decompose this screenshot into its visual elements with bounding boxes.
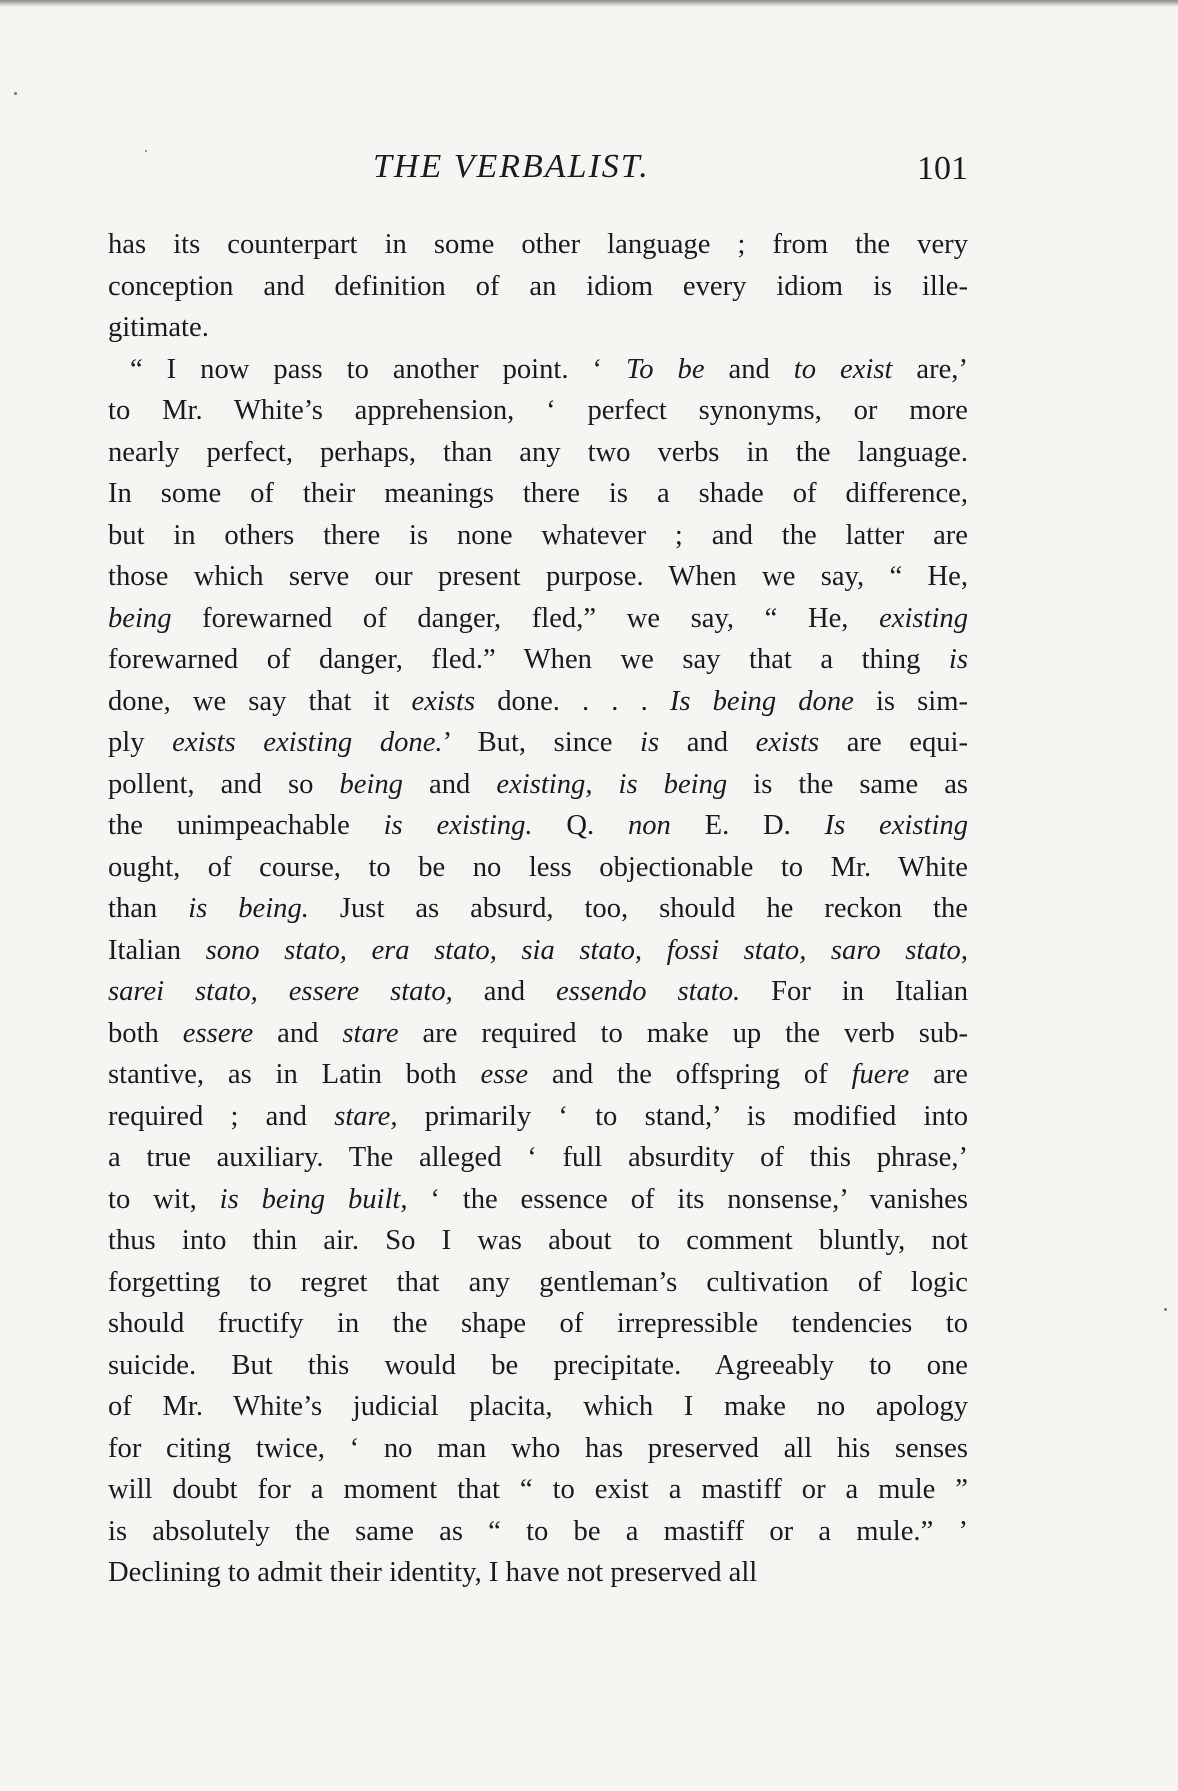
text-line	[108, 1345, 968, 1387]
text-line	[108, 1096, 968, 1138]
text-line	[108, 639, 968, 681]
text-line	[108, 1013, 968, 1055]
text-segment: both	[108, 1017, 183, 1049]
text-segment: done, we say that it	[108, 685, 412, 717]
text-segment: to wit,	[108, 1183, 220, 1215]
text-segment: will doubt for a moment that “ to exist a mastiff or a mule ”	[108, 1474, 968, 1505]
text-segment: a true auxiliary. The alleged ‘ full absurdity of this phrase,’	[108, 1142, 968, 1173]
text-line	[108, 515, 968, 557]
text-segment: done. . . .	[475, 685, 670, 717]
italic-text: sono stato, era stato, sia stato, fossi stato, saro stato,	[205, 934, 968, 966]
margin-speck	[14, 92, 17, 95]
text-segment: is the same as	[727, 768, 969, 800]
text-line	[108, 473, 968, 515]
text-segment: E. D.	[670, 810, 825, 841]
italic-text: essendo stato.	[555, 976, 741, 1007]
italic-text: fuere	[851, 1059, 910, 1090]
text-segment: those which serve our present purpose. When we say, “ He,	[108, 561, 968, 592]
text-segment: ’ But, since	[442, 727, 641, 758]
text-segment: and	[659, 727, 756, 758]
italic-text: being	[339, 768, 403, 800]
text-segment: “ I now pass to another point. ‘	[130, 353, 626, 385]
body-text	[108, 224, 968, 1594]
text-line	[108, 971, 968, 1013]
text-segment: is absolutely the same as “ to be a mastiff or a mule.” ’	[108, 1515, 968, 1547]
text-line	[108, 1511, 968, 1553]
text-segment: and	[402, 768, 497, 800]
text-line	[108, 847, 968, 889]
text-segment: In some of their meanings there is a shade of difference,	[108, 478, 968, 509]
text-line	[108, 1386, 968, 1428]
text-line	[108, 764, 968, 806]
text-segment: but in others there is none whatever ; and the latter are	[108, 519, 968, 551]
text-segment: are required to make up the verb sub-	[398, 1017, 969, 1049]
text-line	[108, 722, 968, 764]
text-segment: forewarned of danger, fled.” When we say that a thing	[108, 644, 949, 675]
text-segment: and	[452, 976, 556, 1007]
italic-text: To be	[625, 353, 705, 385]
text-segment: required ; and	[108, 1100, 335, 1132]
text-line	[108, 1552, 968, 1594]
text-segment: than	[108, 893, 189, 924]
text-segment: and	[253, 1017, 343, 1049]
italic-text: is being built,	[219, 1183, 408, 1215]
italic-text: being	[108, 602, 172, 634]
italic-text: is being.	[188, 893, 309, 924]
text-segment: the unimpeachable	[108, 810, 384, 841]
text-segment: stantive, as in Latin both	[108, 1059, 481, 1090]
text-line	[108, 1179, 968, 1221]
italic-text: stare,	[334, 1100, 398, 1132]
text-segment: ply	[108, 727, 173, 758]
italic-text: esse	[480, 1059, 529, 1090]
page-top-edge	[0, 0, 1178, 7]
text-segment: Italian	[108, 934, 206, 966]
running-title: THE VERBALIST.	[373, 148, 650, 185]
italic-text: to exist	[793, 353, 893, 385]
margin-speck	[145, 150, 147, 152]
text-segment: has its counterpart in some other language ; from the very	[108, 229, 968, 260]
text-segment: forgetting to regret that any gentleman’s cultivation of logic	[108, 1266, 968, 1298]
text-line	[108, 1054, 968, 1096]
text-segment: should fructify in the shape of irrepressible tendencies to	[108, 1308, 968, 1339]
italic-text: Is being done	[669, 685, 854, 717]
running-header	[108, 148, 968, 188]
text-line	[108, 390, 968, 432]
italic-text: non	[627, 810, 671, 841]
text-segment: of Mr. White’s judicial placita, which I make no apology	[108, 1391, 968, 1422]
text-segment: thus into thin air. So I was about to comment bluntly, not	[108, 1225, 968, 1256]
text-segment: suicide. But this would be precipitate. Agreeably to one	[108, 1349, 968, 1381]
text-line	[108, 556, 968, 598]
text-line	[108, 1428, 968, 1470]
text-line	[108, 888, 968, 930]
text-segment: conception and definition of an idiom every idiom is ille-	[108, 270, 968, 302]
text-segment: ought, of course, to be no less objectionable to Mr. White	[108, 851, 968, 883]
text-segment: are equi-	[819, 727, 969, 758]
italic-text: existing, is being	[496, 768, 728, 800]
text-line	[108, 805, 968, 847]
text-segment: nearly perfect, perhaps, than any two verbs in the language.	[108, 436, 968, 468]
text-line	[108, 432, 968, 474]
italic-text: Is existing	[824, 810, 968, 841]
text-segment: are,’	[892, 353, 968, 385]
text-line	[108, 1220, 968, 1262]
text-line	[108, 1469, 968, 1511]
text-segment: gitimate.	[108, 312, 209, 343]
text-segment: and	[704, 353, 794, 385]
italic-text: existing	[879, 602, 968, 634]
italic-text: essere	[182, 1017, 254, 1049]
text-line	[108, 598, 968, 640]
text-segment: For in Italian	[740, 976, 968, 1007]
text-line	[108, 681, 968, 723]
text-segment: to Mr. White’s apprehension, ‘ perfect synonyms, or more	[108, 395, 968, 426]
text-segment: Declining to admit their identity, I have not preserved all	[108, 1557, 758, 1588]
text-line	[108, 1262, 968, 1304]
text-line	[108, 930, 968, 972]
text-segment: Just as absurd, too, should he reckon the	[308, 893, 968, 924]
italic-text: is	[948, 644, 968, 675]
page-number: 101	[917, 150, 968, 187]
text-segment: primarily ‘ to stand,’ is modified into	[397, 1100, 968, 1132]
text-line	[108, 266, 968, 308]
text-line	[108, 224, 968, 266]
text-segment: for citing twice, ‘ no man who has preserved all his senses	[108, 1432, 968, 1464]
text-segment: pollent, and so	[108, 768, 340, 800]
italic-text: exists	[755, 727, 820, 758]
italic-text: exists existing done.	[172, 727, 443, 758]
text-segment: are	[909, 1059, 968, 1090]
text-segment: is sim-	[853, 685, 968, 717]
text-line	[108, 307, 968, 349]
italic-text: sarei stato, essere stato,	[108, 976, 453, 1007]
text-line	[108, 1303, 968, 1345]
italic-text: is existing.	[383, 810, 533, 841]
text-line	[108, 1137, 968, 1179]
italic-text: exists	[411, 685, 476, 717]
text-segment: forewarned of danger, fled,” we say, “ He,	[171, 602, 880, 634]
text-segment: and the offspring of	[528, 1059, 852, 1090]
text-line	[108, 349, 968, 391]
text-segment: ‘ the essence of its nonsense,’ vanishes	[407, 1183, 968, 1215]
text-segment: Q.	[532, 810, 628, 841]
italic-text: is	[640, 727, 660, 758]
italic-text: stare	[342, 1017, 399, 1049]
margin-speck	[1164, 1308, 1167, 1311]
